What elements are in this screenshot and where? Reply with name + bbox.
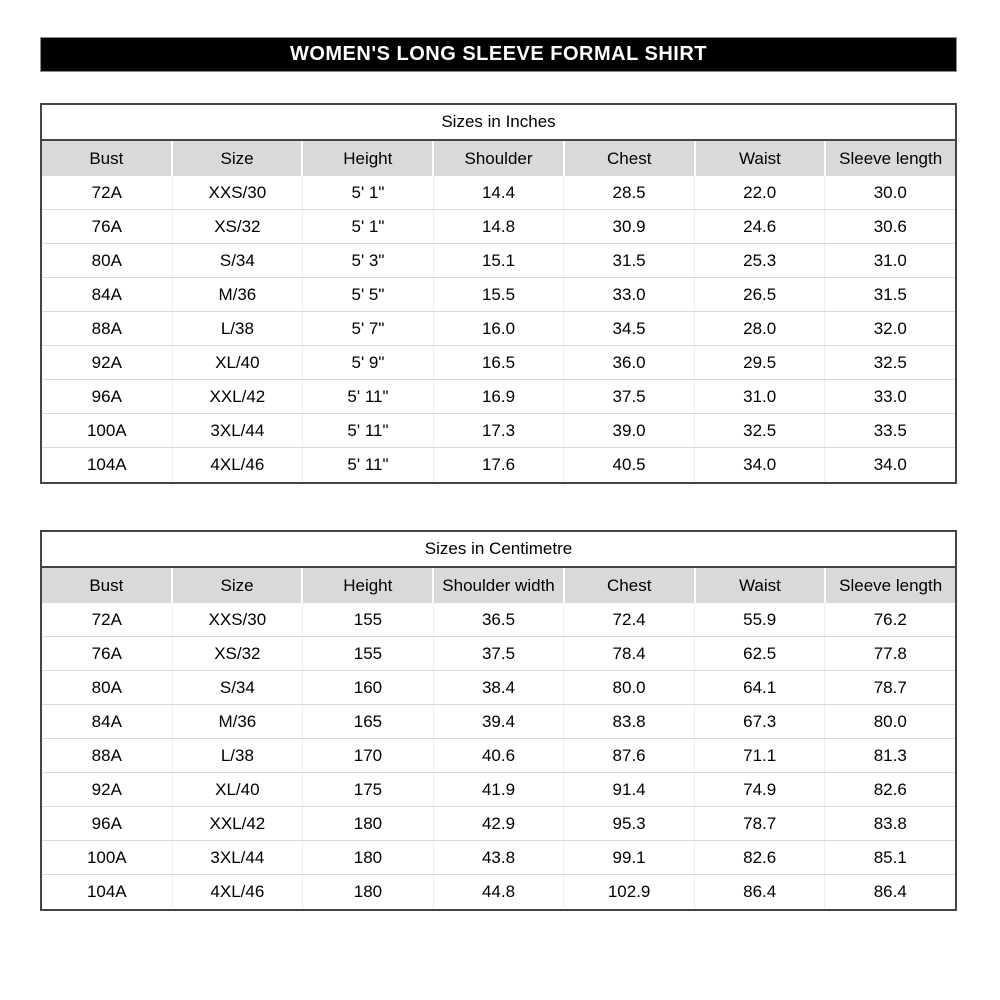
table-row: [42, 448, 955, 482]
table-cell: XS/32: [172, 637, 303, 670]
table-row: [42, 210, 955, 244]
table-cell: 36.0: [563, 346, 694, 379]
column-header: Shoulder width: [432, 568, 563, 603]
column-header: Height: [301, 141, 432, 176]
table-header-row: [42, 141, 955, 176]
table-cell: 3XL/44: [172, 414, 303, 447]
table-cell: 100A: [86, 847, 127, 867]
table-cell: 28.5: [563, 176, 694, 209]
table-cell: 83.8: [563, 705, 694, 738]
table-cell: M/36: [172, 705, 303, 738]
table-cell: 80A: [91, 677, 122, 697]
table-cell: 83.8: [824, 807, 955, 840]
table-cell: 17.3: [433, 414, 564, 447]
table-cell: 95.3: [563, 807, 694, 840]
table-cell: 32.5: [824, 346, 955, 379]
table-row: [42, 278, 955, 312]
table-cell: 78.7: [694, 807, 825, 840]
table-cell: 100A: [86, 420, 127, 440]
table-cell: 5' 5": [302, 278, 433, 311]
table-row: [42, 312, 955, 346]
table-cell: 92A: [91, 779, 122, 799]
table-cell: 39.4: [433, 705, 564, 738]
table-cell: 92A: [91, 352, 122, 372]
table-row: [42, 841, 955, 875]
table-cell: M/36: [172, 278, 303, 311]
table-cell: 5' 11": [302, 448, 433, 482]
table-cell: 38.4: [433, 671, 564, 704]
table-cell: 41.9: [433, 773, 564, 806]
column-header: Size: [171, 568, 302, 603]
table-cell: 84A: [91, 711, 122, 731]
table-cell: 74.9: [694, 773, 825, 806]
table-cell: 76A: [91, 216, 122, 236]
table-row: [42, 807, 955, 841]
table-cell: 3XL/44: [172, 841, 303, 874]
table-cell: 36.5: [433, 603, 564, 636]
table-cell: 67.3: [694, 705, 825, 738]
table-cell: 72.4: [563, 603, 694, 636]
table-cell: 37.5: [433, 637, 564, 670]
table-cell: 77.8: [824, 637, 955, 670]
table-cell: 5' 7": [302, 312, 433, 345]
table-row: [42, 380, 955, 414]
table-cell: 180: [302, 841, 433, 874]
table-cell: 87.6: [563, 739, 694, 772]
table-cell: 34.0: [694, 448, 825, 482]
table-cell: 62.5: [694, 637, 825, 670]
table-cell: 14.4: [433, 176, 564, 209]
table-cell: 5' 1": [302, 210, 433, 243]
column-header: Chest: [563, 568, 694, 603]
table-cell: 40.5: [563, 448, 694, 482]
column-header: Waist: [694, 141, 825, 176]
table-title-inches: Sizes in Inches: [42, 105, 955, 141]
table-cell: 34.5: [563, 312, 694, 345]
size-table-centimetre: [40, 530, 957, 911]
table-cell: S/34: [172, 244, 303, 277]
table-cell: 39.0: [563, 414, 694, 447]
table-cell: L/38: [172, 739, 303, 772]
table-cell: 4XL/46: [172, 448, 303, 482]
table-row: [42, 414, 955, 448]
table-row: [42, 637, 955, 671]
table-cell: 78.7: [824, 671, 955, 704]
table-cell: 88A: [91, 318, 122, 338]
table-cell: 5' 1": [302, 176, 433, 209]
table-cell: 33.5: [824, 414, 955, 447]
table-cell: 180: [302, 807, 433, 840]
table-cell: 30.6: [824, 210, 955, 243]
table-body: [42, 176, 955, 482]
table-cell: 96A: [91, 813, 122, 833]
table-row: [42, 244, 955, 278]
table-cell: 82.6: [694, 841, 825, 874]
table-row: [42, 346, 955, 380]
table-cell: 32.0: [824, 312, 955, 345]
table-row: [42, 176, 955, 210]
column-header: Sleeve length: [824, 568, 955, 603]
column-header: Bust: [89, 575, 124, 595]
table-cell: 72A: [91, 609, 122, 629]
table-cell: 55.9: [694, 603, 825, 636]
product-title-banner: [40, 37, 957, 72]
table-cell: 31.5: [563, 244, 694, 277]
table-cell: 80.0: [824, 705, 955, 738]
table-row: [42, 773, 955, 807]
table-cell: XL/40: [172, 773, 303, 806]
table-row: [42, 671, 955, 705]
table-cell: XXS/30: [172, 603, 303, 636]
table-cell: 31.0: [824, 244, 955, 277]
table-cell: 26.5: [694, 278, 825, 311]
table-cell: 34.0: [824, 448, 955, 482]
table-cell: 170: [302, 739, 433, 772]
size-table-inches: [40, 103, 957, 484]
table-cell: 91.4: [563, 773, 694, 806]
table-body: [42, 603, 955, 909]
table-cell: 80A: [91, 250, 122, 270]
table-title-centimetre: Sizes in Centimetre: [42, 532, 955, 568]
table-cell: 86.4: [824, 875, 955, 909]
table-cell: 32.5: [694, 414, 825, 447]
table-cell: 86.4: [694, 875, 825, 909]
table-cell: 16.0: [433, 312, 564, 345]
table-cell: 78.4: [563, 637, 694, 670]
table-cell: 31.5: [824, 278, 955, 311]
table-cell: 30.9: [563, 210, 694, 243]
table-cell: 180: [302, 875, 433, 909]
table-cell: 22.0: [694, 176, 825, 209]
table-cell: 17.6: [433, 448, 564, 482]
table-cell: 76A: [91, 643, 122, 663]
table-cell: 5' 3": [302, 244, 433, 277]
table-cell: 99.1: [563, 841, 694, 874]
table-cell: 16.9: [433, 380, 564, 413]
table-cell: 29.5: [694, 346, 825, 379]
table-cell: 44.8: [433, 875, 564, 909]
product-title: WOMEN'S LONG SLEEVE FORMAL SHIRT: [289, 43, 708, 65]
table-cell: 5' 11": [302, 414, 433, 447]
table-cell: 40.6: [433, 739, 564, 772]
table-cell: 33.0: [824, 380, 955, 413]
table-cell: 160: [302, 671, 433, 704]
table-cell: XXS/30: [172, 176, 303, 209]
table-cell: 165: [302, 705, 433, 738]
table-cell: XXL/42: [172, 380, 303, 413]
table-header-row: [42, 568, 955, 603]
table-row: [42, 739, 955, 773]
column-header: Height: [301, 568, 432, 603]
table-cell: 71.1: [694, 739, 825, 772]
table-cell: 37.5: [563, 380, 694, 413]
table-cell: 104A: [86, 455, 127, 474]
table-cell: 88A: [91, 745, 122, 765]
table-cell: 4XL/46: [172, 875, 303, 909]
table-cell: 81.3: [824, 739, 955, 772]
table-cell: 16.5: [433, 346, 564, 379]
table-cell: 5' 9": [302, 346, 433, 379]
table-cell: 30.0: [824, 176, 955, 209]
table-cell: 80.0: [563, 671, 694, 704]
column-header: Chest: [563, 141, 694, 176]
table-cell: 155: [302, 603, 433, 636]
table-cell: 72A: [91, 182, 122, 202]
table-cell: 85.1: [824, 841, 955, 874]
table-cell: XS/32: [172, 210, 303, 243]
table-row: [42, 603, 955, 637]
table-cell: 82.6: [824, 773, 955, 806]
table-cell: 14.8: [433, 210, 564, 243]
table-cell: 42.9: [433, 807, 564, 840]
table-cell: 25.3: [694, 244, 825, 277]
table-cell: XXL/42: [172, 807, 303, 840]
table-cell: 31.0: [694, 380, 825, 413]
column-header: Bust: [89, 148, 124, 168]
table-row: [42, 875, 955, 909]
table-cell: 175: [302, 773, 433, 806]
table-cell: 5' 11": [302, 380, 433, 413]
column-header: Waist: [694, 568, 825, 603]
table-cell: 104A: [86, 882, 127, 901]
column-header: Shoulder: [432, 141, 563, 176]
table-cell: 28.0: [694, 312, 825, 345]
table-cell: 76.2: [824, 603, 955, 636]
table-cell: 155: [302, 637, 433, 670]
table-cell: 84A: [91, 284, 122, 304]
table-cell: 33.0: [563, 278, 694, 311]
table-cell: XL/40: [172, 346, 303, 379]
table-cell: S/34: [172, 671, 303, 704]
table-cell: 43.8: [433, 841, 564, 874]
table-cell: L/38: [172, 312, 303, 345]
column-header: Size: [171, 141, 302, 176]
table-row: [42, 705, 955, 739]
table-cell: 96A: [91, 386, 122, 406]
table-cell: 15.1: [433, 244, 564, 277]
column-header: Sleeve length: [824, 141, 955, 176]
table-cell: 15.5: [433, 278, 564, 311]
table-cell: 24.6: [694, 210, 825, 243]
table-cell: 102.9: [563, 875, 694, 909]
table-cell: 64.1: [694, 671, 825, 704]
